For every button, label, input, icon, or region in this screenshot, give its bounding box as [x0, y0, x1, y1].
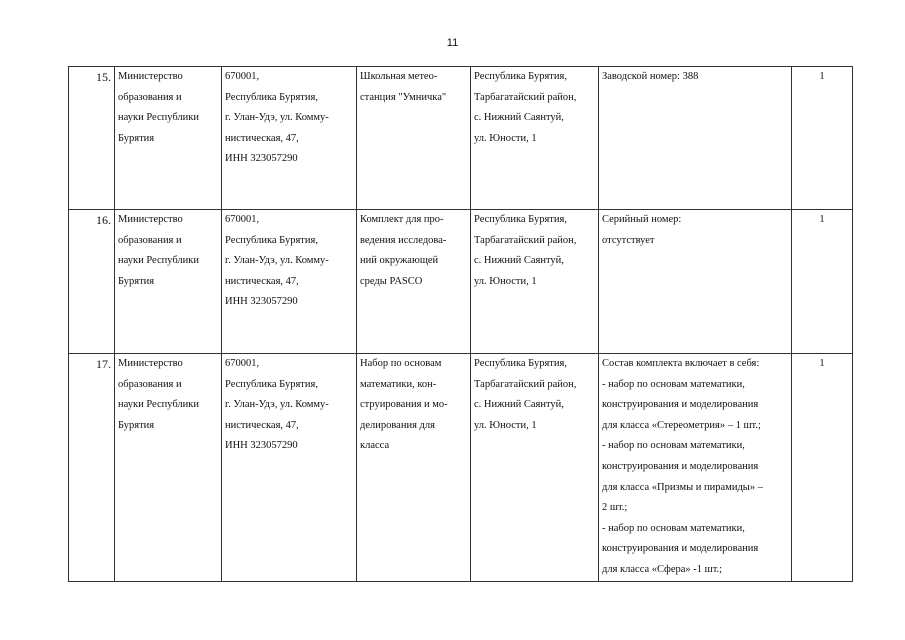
location-line: Республика Бурятия,: [474, 214, 567, 225]
table-row: [69, 354, 853, 582]
details-line: для класса «Призмы и пирамиды» –: [602, 481, 763, 493]
owner-line: науки Республики: [118, 255, 200, 267]
owner-line: образования и: [118, 91, 182, 103]
location-line: Тарбагатайский район,: [474, 234, 577, 246]
equipment-table: [68, 66, 853, 582]
location-line: ул. Юности, 1: [474, 132, 537, 144]
location-line: Республика Бурятия,: [474, 71, 567, 82]
item-line: струирования и мо-: [360, 399, 448, 411]
quantity-cell: 1: [792, 67, 853, 210]
address-line: Республика Бурятия,: [225, 378, 318, 390]
owner-line: Министерство: [118, 214, 183, 225]
details-line: конструирования и моделирования: [602, 543, 759, 555]
quantity-cell: 1: [792, 354, 853, 582]
address-line: 670001,: [225, 71, 260, 82]
details-line: - набор по основам математики,: [602, 440, 745, 452]
item-line: ведения исследова-: [360, 234, 447, 246]
row-number: 17.: [69, 354, 115, 582]
address-line: нистическая, 47,: [225, 275, 299, 287]
location-line: ул. Юности, 1: [474, 419, 537, 431]
owner-line: образования и: [118, 378, 182, 390]
item-line: ний окружающей: [360, 255, 439, 267]
details-cell: [599, 210, 792, 354]
address-line: нистическая, 47,: [225, 419, 299, 431]
address-line: 670001,: [225, 214, 260, 225]
page-number: 11: [446, 37, 459, 49]
location-line: Тарбагатайский район,: [474, 91, 577, 103]
item-cell: [357, 210, 471, 354]
address-line: ИНН 323057290: [225, 440, 298, 452]
owner-line: Министерство: [118, 71, 183, 82]
item-line: класса: [360, 440, 390, 452]
owner-line: Бурятия: [118, 419, 155, 431]
owner-line: Министерство: [118, 358, 183, 369]
item-line: математики, кон-: [360, 378, 437, 390]
address-cell: [222, 210, 357, 354]
owner-cell: [115, 354, 222, 582]
item-line: Комплект для про-: [360, 214, 444, 225]
address-line: г. Улан-Удэ, ул. Комму-: [225, 112, 329, 124]
location-cell: [471, 67, 599, 210]
address-line: ИНН 323057290: [225, 296, 298, 308]
details-cell: [599, 67, 792, 210]
item-line: Набор по основам: [360, 358, 442, 369]
details-line: 2 шт.;: [602, 502, 628, 514]
owner-cell: [115, 210, 222, 354]
item-line: делирования для: [360, 419, 435, 431]
details-cell: [599, 354, 792, 582]
address-cell: [222, 67, 357, 210]
table-row: [69, 210, 853, 354]
details-line: - набор по основам математики,: [602, 378, 745, 390]
owner-line: науки Республики: [118, 112, 200, 124]
quantity-cell: 1: [792, 210, 853, 354]
owner-line: образования и: [118, 234, 182, 246]
owner-line: науки Республики: [118, 399, 200, 411]
details-line: для класса «Сфера» -1 шт.;: [602, 563, 723, 575]
location-line: с. Нижний Саянтуй,: [474, 255, 564, 267]
item-line: станция "Умничка": [360, 91, 447, 103]
details-line: конструирования и моделирования: [602, 399, 759, 411]
item-line: Школьная метео-: [360, 71, 438, 82]
details-line: отсутствует: [602, 234, 655, 246]
details-line: для класса «Стереометрия» – 1 шт.;: [602, 419, 761, 431]
item-line: среды PASCO: [360, 275, 423, 287]
address-line: ИНН 323057290: [225, 153, 298, 165]
owner-line: Бурятия: [118, 132, 155, 144]
location-line: Республика Бурятия,: [474, 358, 567, 369]
address-line: г. Улан-Удэ, ул. Комму-: [225, 255, 329, 267]
address-line: Республика Бурятия,: [225, 91, 318, 103]
row-number: 15.: [69, 67, 115, 210]
location-line: ул. Юности, 1: [474, 275, 537, 287]
location-line: с. Нижний Саянтуй,: [474, 112, 564, 124]
address-line: г. Улан-Удэ, ул. Комму-: [225, 399, 329, 411]
location-line: Тарбагатайский район,: [474, 378, 577, 390]
item-cell: [357, 354, 471, 582]
address-line: нистическая, 47,: [225, 132, 299, 144]
table-row: [69, 67, 853, 210]
owner-line: Бурятия: [118, 275, 155, 287]
details-line: - набор по основам математики,: [602, 522, 745, 534]
details-line: Заводской номер: 388: [602, 71, 699, 82]
details-line: Серийный номер:: [602, 214, 682, 225]
item-cell: [357, 67, 471, 210]
address-cell: [222, 354, 357, 582]
address-line: Республика Бурятия,: [225, 234, 318, 246]
location-line: с. Нижний Саянтуй,: [474, 399, 564, 411]
location-cell: [471, 210, 599, 354]
location-cell: [471, 354, 599, 582]
details-line: Состав комплекта включает в себя:: [602, 358, 760, 369]
details-line: конструирования и моделирования: [602, 460, 759, 472]
owner-cell: [115, 67, 222, 210]
row-number: 16.: [69, 210, 115, 354]
address-line: 670001,: [225, 358, 260, 369]
